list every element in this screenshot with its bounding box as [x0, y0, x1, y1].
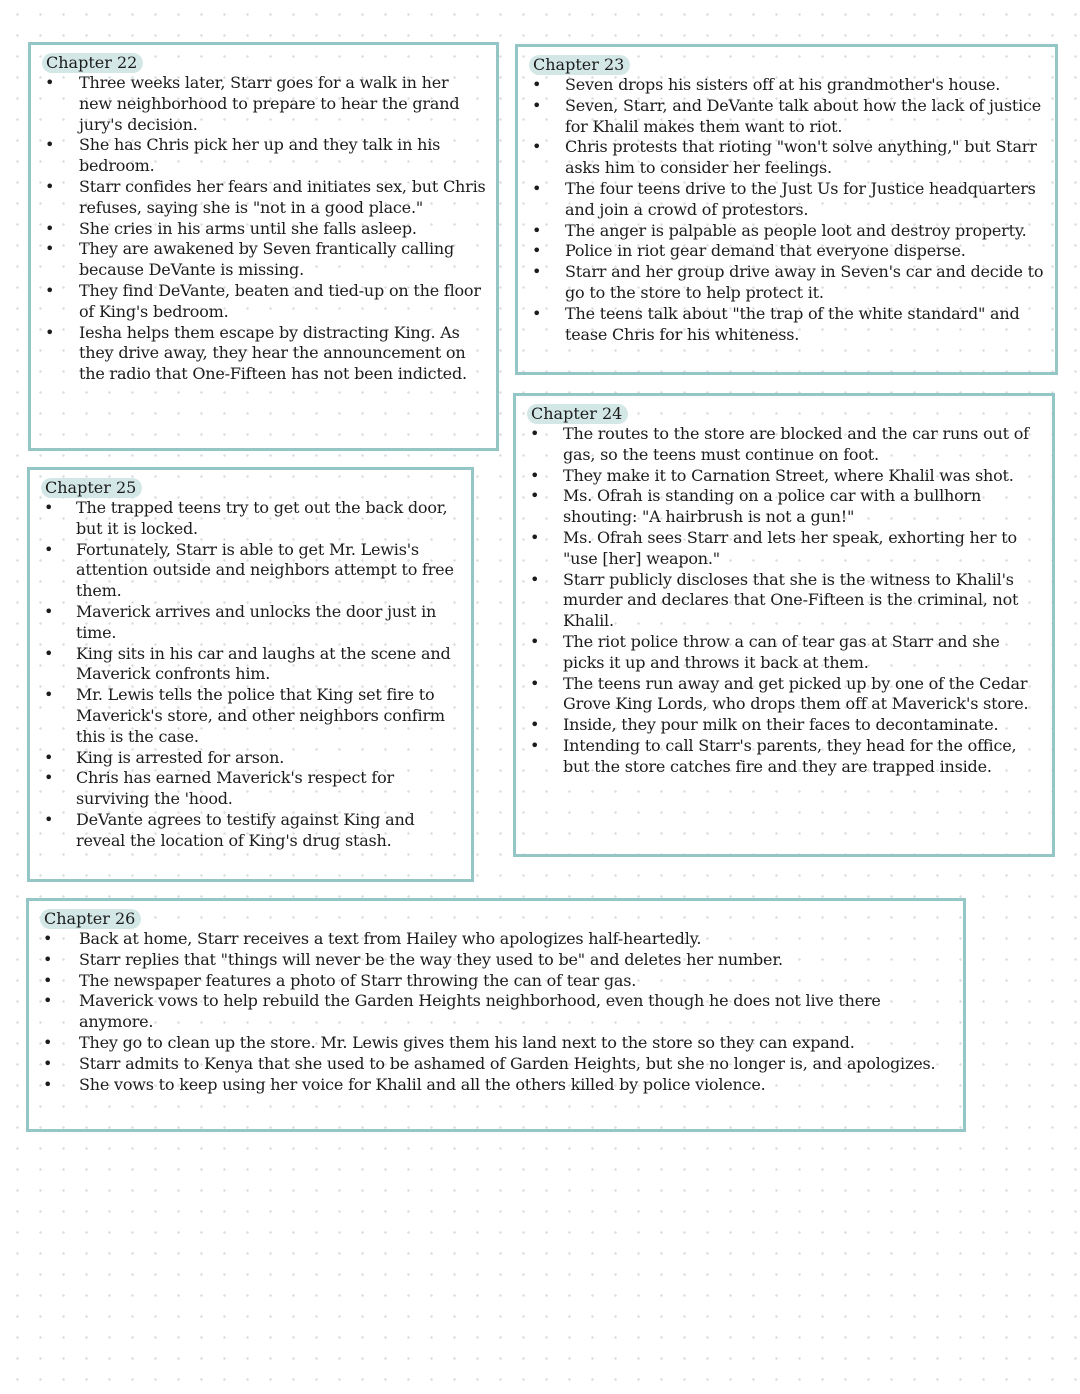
chapter-24-title: Chapter 24 [527, 404, 628, 424]
list-item: • King sits in his car and laughs at the scene and Maverick confronts him. [40, 644, 461, 686]
list-item: • Chris protests that rioting "won't solve anything," but Starr asks him to consider her feelings. [528, 137, 1045, 179]
list-item: • Intending to call Starr's parents, they head for the office, but the store catches fire and they are trapped inside. [526, 736, 1042, 778]
list-item: • Starr and her group drive away in Seven's car and decide to go to the store to help protect it. [528, 262, 1045, 304]
list-item: • They are awakened by Seven frantically calling because DeVante is missing. [41, 239, 486, 281]
list-item: • The teens run away and get picked up by one of the Cedar Grove King Lords, who drops them off at Maverick's store. [526, 674, 1042, 716]
chapter-25-box [27, 467, 474, 882]
list-item: • Seven, Starr, and DeVante talk about how the lack of justice for Khalil makes them want to riot. [528, 96, 1045, 138]
chapter-23-summary-list [528, 75, 1045, 345]
chapter-24-box [513, 393, 1055, 857]
list-item: • Starr confides her fears and initiates sex, but Chris refuses, saying she is "not in a good place." [41, 177, 486, 219]
chapter-26-title: Chapter 26 [40, 909, 141, 929]
list-item: • Maverick arrives and unlocks the door just in time. [40, 602, 461, 644]
list-item: • She cries in his arms until she falls asleep. [41, 219, 486, 240]
list-item: • Inside, they pour milk on their faces to decontaminate. [526, 715, 1042, 736]
list-item: • The routes to the store are blocked and the car runs out of gas, so the teens must continue on foot. [526, 424, 1042, 466]
list-item: • Police in riot gear demand that everyone disperse. [528, 241, 1045, 262]
list-item: • Back at home, Starr receives a text from Hailey who apologizes half-heartedly. [39, 929, 953, 950]
chapter-26-box [26, 898, 966, 1132]
list-item: • She has Chris pick her up and they talk in his bedroom. [41, 135, 486, 177]
list-item: • The trapped teens try to get out the back door, but it is locked. [40, 498, 461, 540]
list-item: • Maverick vows to help rebuild the Garden Heights neighborhood, even though he does not live there anymore. [39, 991, 953, 1033]
list-item: • Seven drops his sisters off at his grandmother's house. [528, 75, 1045, 96]
list-item: • The four teens drive to the Just Us for Justice headquarters and join a crowd of protestors. [528, 179, 1045, 221]
chapter-26-summary-list [39, 929, 953, 1095]
list-item: • Mr. Lewis tells the police that King set fire to Maverick's store, and other neighbors confirm this is the case. [40, 685, 461, 747]
list-item: • Starr admits to Kenya that she used to be ashamed of Garden Heights, but she no longer is, and apologizes. [39, 1054, 953, 1075]
list-item: • King is arrested for arson. [40, 748, 461, 769]
list-item: • Starr publicly discloses that she is the witness to Khalil's murder and declares that One-Fifteen is the criminal, not Khalil. [526, 570, 1042, 632]
list-item: • The anger is palpable as people loot and destroy property. [528, 221, 1045, 242]
list-item: • DeVante agrees to testify against King and reveal the location of King's drug stash. [40, 810, 461, 852]
list-item: • The newspaper features a photo of Starr throwing the can of tear gas. [39, 971, 953, 992]
chapter-22-box [28, 42, 499, 451]
list-item: • She vows to keep using her voice for Khalil and all the others killed by police violence. [39, 1075, 953, 1096]
list-item: • Ms. Ofrah is standing on a police car with a bullhorn shouting: "A hairbrush is not a gun!" [526, 486, 1042, 528]
chapter-25-summary-list [40, 498, 461, 852]
chapter-23-box [515, 44, 1058, 375]
list-item: • Fortunately, Starr is able to get Mr. Lewis's attention outside and neighbors attempt to free them. [40, 540, 461, 602]
list-item: • They make it to Carnation Street, where Khalil was shot. [526, 466, 1042, 487]
list-item: • They find DeVante, beaten and tied-up on the floor of King's bedroom. [41, 281, 486, 323]
list-item: • They go to clean up the store. Mr. Lewis gives them his land next to the store so they can expand. [39, 1033, 953, 1054]
chapter-22-title: Chapter 22 [42, 53, 143, 73]
list-item: • Ms. Ofrah sees Starr and lets her speak, exhorting her to "use [her] weapon." [526, 528, 1042, 570]
chapter-25-title: Chapter 25 [41, 478, 142, 498]
list-item: • Starr replies that "things will never be the way they used to be" and deletes her number. [39, 950, 953, 971]
list-item: • Iesha helps them escape by distracting King. As they drive away, they hear the announcement on the radio that One-Fifteen has not been indicted. [41, 323, 486, 385]
chapter-23-title: Chapter 23 [529, 55, 630, 75]
chapter-22-summary-list [41, 73, 486, 385]
list-item: • The riot police throw a can of tear gas at Starr and she picks it up and throws it back at them. [526, 632, 1042, 674]
list-item: • Three weeks later, Starr goes for a walk in her new neighborhood to prepare to hear the grand jury's decision. [41, 73, 486, 135]
list-item: • The teens talk about "the trap of the white standard" and tease Chris for his whiteness. [528, 304, 1045, 346]
chapter-24-summary-list [526, 424, 1042, 778]
list-item: • Chris has earned Maverick's respect for surviving the 'hood. [40, 768, 461, 810]
